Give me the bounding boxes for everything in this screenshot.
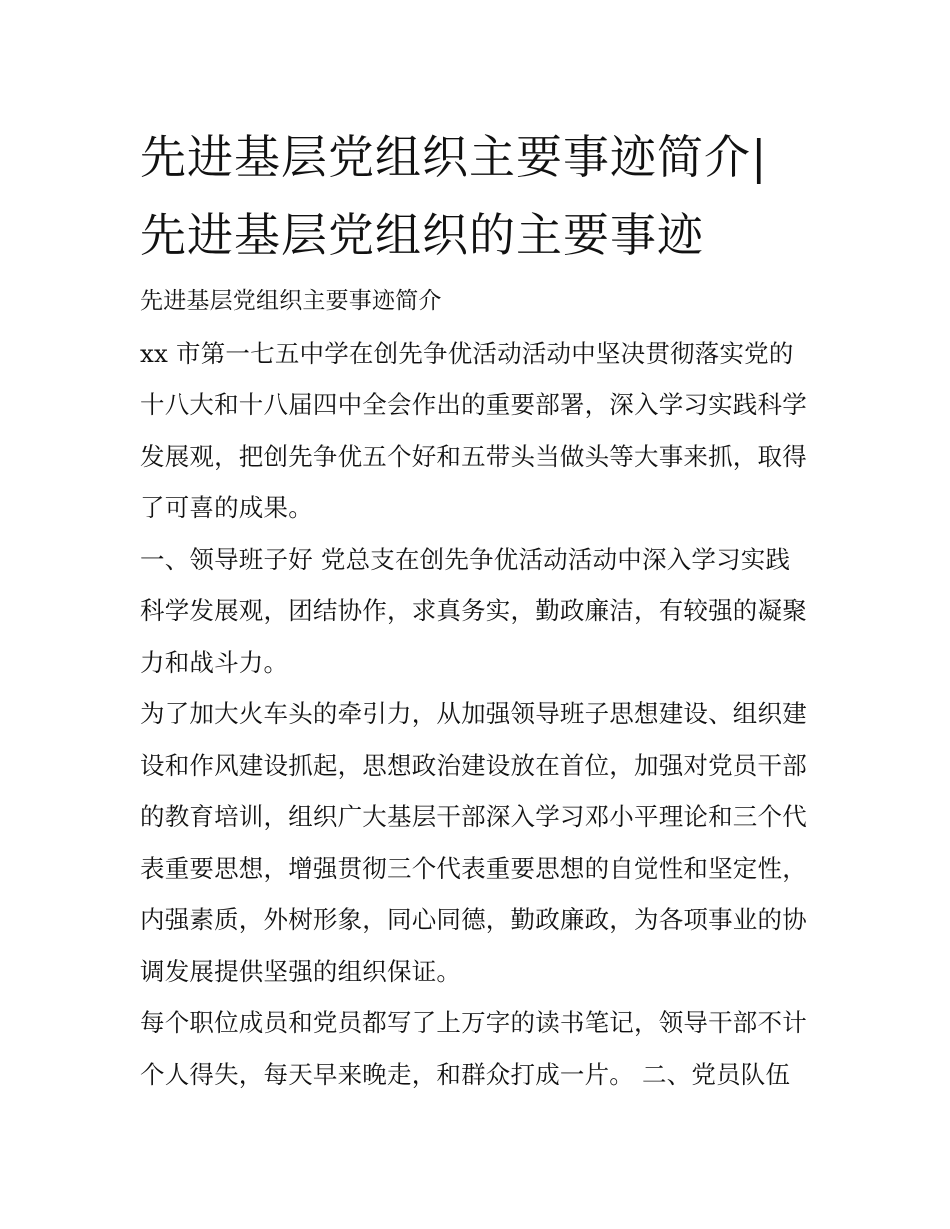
body-line: 科学发展观，团结协作，求真务实，勤政廉洁，有较强的凝聚	[140, 596, 807, 625]
body-line: 个人得失，每天早来晚走，和群众打成一片。 二、党员队伍	[140, 1059, 791, 1089]
body-line: xx 市第一七五中学在创先争优活动活动中坚决贯彻落实党的	[140, 338, 794, 368]
body-line: 的教育培训，组织广大基层干部深入学习邓小平理论和三个代	[140, 802, 807, 831]
document-title	[140, 118, 830, 274]
body-line: 发展观，把创先争优五个好和五带头当做头等大事来抓，取得	[140, 441, 807, 471]
body-line: 一、领导班子好 党总支在创先争优活动活动中深入学习实践	[140, 544, 791, 574]
body-line: 为了加大火车头的牵引力，从加强领导班子思想建设、组织建	[140, 699, 807, 728]
document-subtitle: 先进基层党组织主要事迹简介	[140, 288, 442, 314]
document-body	[140, 276, 820, 1100]
body-line: 了可喜的成果。	[140, 493, 313, 522]
title-line-1: 先进基层党组织主要事迹简介|	[140, 130, 768, 184]
body-line: 表重要思想，增强贯彻三个代表重要思想的自觉性和坚定性，	[140, 853, 807, 883]
body-line: 调发展提供坚强的组织保证。	[140, 956, 462, 986]
body-line: 十八大和十八届四中全会作出的重要部署，深入学习实践科学	[140, 390, 807, 419]
title-line-2: 先进基层党组织的主要事迹	[140, 208, 704, 262]
body-line: 内强素质，外树形象，同心同德，勤政廉政，为各项事业的协	[140, 905, 807, 934]
body-line: 每个职位成员和党员都写了上万字的读书笔记，领导干部不计	[140, 1008, 807, 1037]
body-line: 力和战斗力。	[140, 647, 289, 677]
body-line: 设和作风建设抓起，思想政治建设放在首位，加强对党员干部	[140, 750, 807, 780]
